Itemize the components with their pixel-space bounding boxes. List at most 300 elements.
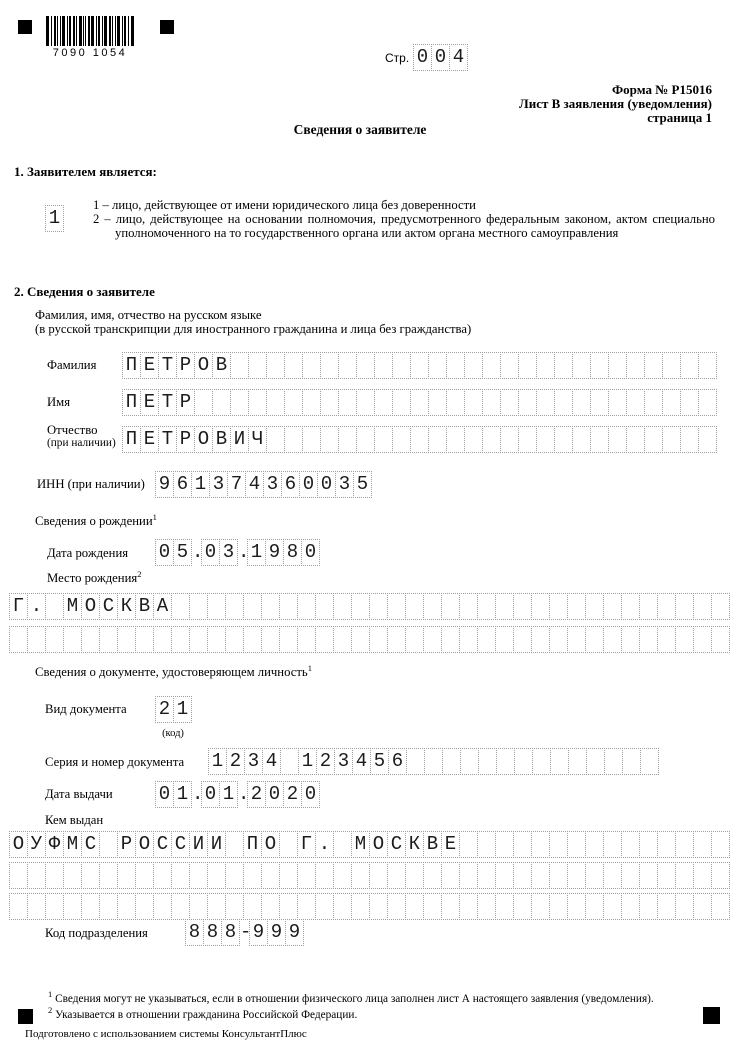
cell [315, 593, 334, 620]
cell [135, 893, 154, 920]
cell [117, 626, 136, 653]
cell: С [387, 831, 406, 858]
cell [27, 626, 46, 653]
cell [248, 389, 267, 416]
cell [117, 862, 136, 889]
cell [608, 352, 627, 379]
cell [27, 862, 46, 889]
cell: 4 [352, 748, 371, 775]
cell [266, 352, 285, 379]
cell: 0 [301, 781, 320, 808]
cell [675, 593, 694, 620]
cell: 0 [317, 471, 336, 498]
cell [387, 893, 406, 920]
cell [621, 831, 640, 858]
page-number-field[interactable] [413, 44, 468, 71]
cell [446, 352, 465, 379]
cell [531, 862, 550, 889]
cell [657, 893, 676, 920]
doc-type-field[interactable] [155, 696, 192, 723]
cell [225, 893, 244, 920]
cell: 8 [185, 919, 204, 946]
patronymic-label-line2: (при наличии) [47, 437, 116, 450]
name-label: Имя [47, 395, 71, 409]
cell [315, 626, 334, 653]
cell: О [81, 593, 100, 620]
surname-label: Фамилия [47, 358, 97, 372]
cell [410, 389, 429, 416]
cell [297, 593, 316, 620]
cell [212, 389, 231, 416]
cell [680, 352, 699, 379]
cell [189, 626, 208, 653]
cell [459, 862, 478, 889]
cell [698, 426, 717, 453]
cell [640, 748, 659, 775]
cell: 1 [191, 471, 210, 498]
cell [495, 831, 514, 858]
cell [428, 389, 447, 416]
cell [590, 352, 609, 379]
cell [320, 426, 339, 453]
form-sheet: Лист В заявления (уведомления) [519, 96, 712, 111]
footnote-2 [48, 1005, 708, 1021]
cell [603, 862, 622, 889]
cell: В [423, 831, 442, 858]
cell [482, 389, 501, 416]
doc-type-label: Вид документа [45, 702, 127, 716]
cell [63, 893, 82, 920]
cell: 9 [285, 919, 304, 946]
cell [572, 426, 591, 453]
cell [423, 626, 442, 653]
cell [675, 831, 694, 858]
cell [698, 389, 717, 416]
cell [608, 389, 627, 416]
cell: 2 [226, 748, 245, 775]
cell: 0 [301, 539, 320, 566]
cell: К [405, 831, 424, 858]
cell: 4 [245, 471, 264, 498]
cell: 9 [155, 471, 174, 498]
cell [315, 862, 334, 889]
cell [518, 352, 537, 379]
cell [518, 389, 537, 416]
cell [423, 893, 442, 920]
cell [459, 893, 478, 920]
cell [549, 862, 568, 889]
cell [279, 831, 298, 858]
doc-issuer-field-line3[interactable] [9, 893, 730, 920]
cell [374, 389, 393, 416]
cell [585, 893, 604, 920]
cell [536, 352, 555, 379]
cell: О [9, 831, 28, 858]
prepared-with-note: Подготовлено с использованием системы КонсультантПлюс [25, 1028, 307, 1040]
cell [567, 593, 586, 620]
cell: Е [140, 352, 159, 379]
cell [495, 626, 514, 653]
cell [441, 862, 460, 889]
cell [639, 893, 658, 920]
cell [549, 831, 568, 858]
birth-place-field-line2[interactable] [9, 626, 730, 653]
cell [315, 893, 334, 920]
cell [171, 862, 190, 889]
cell: О [194, 352, 213, 379]
cell [207, 593, 226, 620]
cell [662, 426, 681, 453]
barcode-icon [46, 16, 134, 46]
cell [568, 748, 587, 775]
cell [369, 862, 388, 889]
footnote-1-ref: 1 [48, 989, 53, 1000]
cell [27, 893, 46, 920]
cell [567, 831, 586, 858]
cell: 5 [173, 539, 192, 566]
cell [284, 352, 303, 379]
applicant-type-option-2: 2 – лицо, действующее на основании полномочия, предусмотренного федеральным законом, актом специально уполномоченного на то государственного органа или актом органа местного самоуправления [93, 212, 715, 241]
cell-separator: . [192, 541, 204, 563]
cell [482, 352, 501, 379]
cell [603, 893, 622, 920]
cell [81, 862, 100, 889]
cell: 3 [334, 748, 353, 775]
page-number-label: Стр. [385, 51, 410, 65]
cell [279, 893, 298, 920]
cell [662, 389, 681, 416]
cell [513, 862, 532, 889]
cell [536, 389, 555, 416]
cell [423, 593, 442, 620]
cell: М [351, 831, 370, 858]
birth-heading [35, 511, 157, 528]
cell [711, 893, 730, 920]
cell [333, 893, 352, 920]
cell: И [207, 831, 226, 858]
cell: С [171, 831, 190, 858]
cell [531, 626, 550, 653]
cell [603, 593, 622, 620]
cell: К [117, 593, 136, 620]
cell: П [122, 352, 141, 379]
corner-marker-bottom-left [18, 1009, 33, 1024]
cell: В [135, 593, 154, 620]
cell [621, 893, 640, 920]
cell [356, 426, 375, 453]
fio-note-line1: Фамилия, имя, отчество на русском языке [35, 308, 262, 322]
cell [189, 593, 208, 620]
cell [675, 893, 694, 920]
cell [495, 862, 514, 889]
cell-separator: - [240, 921, 252, 943]
cell: 9 [249, 919, 268, 946]
form-number: Форма № Р15016 [612, 82, 712, 97]
division-code-label: Код подразделения [45, 926, 148, 940]
cell [351, 626, 370, 653]
cell [261, 626, 280, 653]
birth-heading-text: Сведения о рождении [35, 514, 153, 528]
cell [585, 626, 604, 653]
cell [464, 426, 483, 453]
cell: 9 [267, 919, 286, 946]
cell: Т [158, 389, 177, 416]
doc-type-sublabel: (код) [162, 728, 184, 739]
cell: Е [140, 389, 159, 416]
cell [333, 831, 352, 858]
cell: 1 [208, 748, 227, 775]
cell [639, 626, 658, 653]
cell [392, 426, 411, 453]
cell [549, 626, 568, 653]
cell [441, 893, 460, 920]
cell [428, 352, 447, 379]
cell [477, 593, 496, 620]
cell [711, 626, 730, 653]
cell [387, 862, 406, 889]
cell: Ф [45, 831, 64, 858]
cell: О [369, 831, 388, 858]
division-code-field[interactable] [185, 919, 304, 946]
cell: 3 [335, 471, 354, 498]
cell [387, 593, 406, 620]
birth-place-field-line1[interactable] [9, 593, 730, 620]
fio-note-line2: (в русской транскрипции для иностранного гражданина и лица без гражданства) [35, 322, 472, 336]
birth-date-field[interactable] [155, 539, 320, 566]
surname-field[interactable] [122, 352, 717, 379]
applicant-type-options [93, 198, 715, 241]
cell [698, 352, 717, 379]
doc-issue-date-field[interactable] [155, 781, 320, 808]
cell [680, 426, 699, 453]
cell: У [27, 831, 46, 858]
cell [369, 626, 388, 653]
cell [338, 389, 357, 416]
cell: 4 [262, 748, 281, 775]
birth-heading-footnote-ref: 1 [152, 511, 157, 522]
cell: . [27, 593, 46, 620]
doc-issuer-field-line1[interactable] [9, 831, 730, 858]
doc-issuer-field-line2[interactable] [9, 862, 730, 889]
cell [644, 426, 663, 453]
cell [225, 626, 244, 653]
cell [513, 893, 532, 920]
cell [333, 593, 352, 620]
cell [482, 426, 501, 453]
name-field[interactable] [122, 389, 717, 416]
cell [117, 893, 136, 920]
cell: П [122, 389, 141, 416]
cell [243, 593, 262, 620]
cell [549, 593, 568, 620]
cell: С [99, 593, 118, 620]
cell [441, 593, 460, 620]
cell [45, 862, 64, 889]
cell [351, 862, 370, 889]
identity-doc-heading-text: Сведения о документе, удостоверяющем личность [35, 665, 308, 679]
cell [693, 831, 712, 858]
cell: 6 [173, 471, 192, 498]
cell: 0 [413, 44, 432, 71]
cell: Т [158, 426, 177, 453]
cell [496, 748, 515, 775]
cell [153, 626, 172, 653]
cell [621, 862, 640, 889]
cell: 5 [353, 471, 372, 498]
cell [693, 893, 712, 920]
cell: О [135, 831, 154, 858]
cell [99, 893, 118, 920]
identity-doc-heading [35, 662, 312, 679]
cell [585, 593, 604, 620]
section1-heading: 1. Заявителем является: [14, 164, 157, 179]
form-page-line: страница 1 [647, 110, 712, 125]
cell: Т [158, 352, 177, 379]
cell [410, 352, 429, 379]
cell [675, 862, 694, 889]
cell [405, 593, 424, 620]
cell [406, 748, 425, 775]
page-title: Сведения о заявителе [293, 122, 427, 137]
cell: 9 [265, 539, 284, 566]
cell [369, 893, 388, 920]
cell [554, 389, 573, 416]
cell [45, 893, 64, 920]
patronymic-field[interactable] [122, 426, 717, 453]
cell [356, 352, 375, 379]
cell [189, 862, 208, 889]
cell [424, 748, 443, 775]
cell [338, 426, 357, 453]
inn-label: ИНН (при наличии) [37, 477, 145, 491]
cell [297, 862, 316, 889]
cell: Е [441, 831, 460, 858]
cell [639, 831, 658, 858]
cell [9, 893, 28, 920]
cell [284, 426, 303, 453]
cell [207, 893, 226, 920]
birth-place-label [47, 568, 142, 585]
cell [693, 593, 712, 620]
cell [171, 593, 190, 620]
cell [225, 831, 244, 858]
cell [675, 626, 694, 653]
cell: П [243, 831, 262, 858]
cell [477, 831, 496, 858]
cell: 0 [155, 539, 174, 566]
cell [99, 862, 118, 889]
cell [441, 626, 460, 653]
cell [302, 352, 321, 379]
cell: В [212, 426, 231, 453]
cell [477, 862, 496, 889]
applicant-type-field[interactable] [45, 205, 64, 232]
birth-place-footnote-ref: 2 [137, 568, 142, 579]
cell [405, 862, 424, 889]
barcode-digits: 7090 1054 [52, 47, 128, 59]
inn-field[interactable] [155, 471, 372, 498]
cell [621, 626, 640, 653]
cell [320, 352, 339, 379]
cell [279, 593, 298, 620]
patronymic-label-line1: Отчество [47, 423, 98, 437]
cell [500, 426, 519, 453]
applicant-type-option-1: 1 – лицо, действующее от имени юридического лица без доверенности [93, 198, 476, 212]
cell [207, 626, 226, 653]
cell [644, 352, 663, 379]
cell [513, 831, 532, 858]
cell [531, 893, 550, 920]
cell [135, 862, 154, 889]
cell [644, 389, 663, 416]
cell [460, 748, 479, 775]
cell [590, 389, 609, 416]
cell [261, 893, 280, 920]
cell [279, 626, 298, 653]
cell: 0 [201, 539, 220, 566]
cell [586, 748, 605, 775]
doc-series-label: Серия и номер документа [45, 755, 185, 769]
cell: 3 [244, 748, 263, 775]
cell [333, 626, 352, 653]
cell [567, 893, 586, 920]
footnote-2-text: Указывается в отношении гражданина Российской Федерации. [55, 1009, 358, 1021]
cell [626, 426, 645, 453]
doc-series-field[interactable] [208, 748, 659, 775]
cell [711, 831, 730, 858]
cell [392, 389, 411, 416]
cell [442, 748, 461, 775]
cell [693, 626, 712, 653]
cell [495, 893, 514, 920]
cell [9, 862, 28, 889]
cell [230, 389, 249, 416]
cell [513, 626, 532, 653]
cell [459, 593, 478, 620]
cell [567, 626, 586, 653]
cell [572, 352, 591, 379]
cell: Р [176, 426, 195, 453]
cell [225, 862, 244, 889]
cell [459, 626, 478, 653]
cell [333, 862, 352, 889]
cell [99, 831, 118, 858]
cell [518, 426, 537, 453]
cell: 8 [203, 919, 222, 946]
cell: 1 [247, 539, 266, 566]
cell [9, 626, 28, 653]
cell [189, 893, 208, 920]
cell: 3 [219, 539, 238, 566]
footnote-2-ref: 2 [48, 1005, 53, 1016]
cell [320, 389, 339, 416]
cell [554, 426, 573, 453]
cell [297, 626, 316, 653]
cell [572, 389, 591, 416]
cell-separator: . [238, 783, 250, 805]
cell [680, 389, 699, 416]
cell: Р [176, 352, 195, 379]
form-header [400, 83, 712, 125]
cell: П [122, 426, 141, 453]
cell [536, 426, 555, 453]
cell: Ч [248, 426, 267, 453]
cell: Р [117, 831, 136, 858]
cell [392, 352, 411, 379]
cell [280, 748, 299, 775]
cell [477, 626, 496, 653]
cell: 1 [219, 781, 238, 808]
